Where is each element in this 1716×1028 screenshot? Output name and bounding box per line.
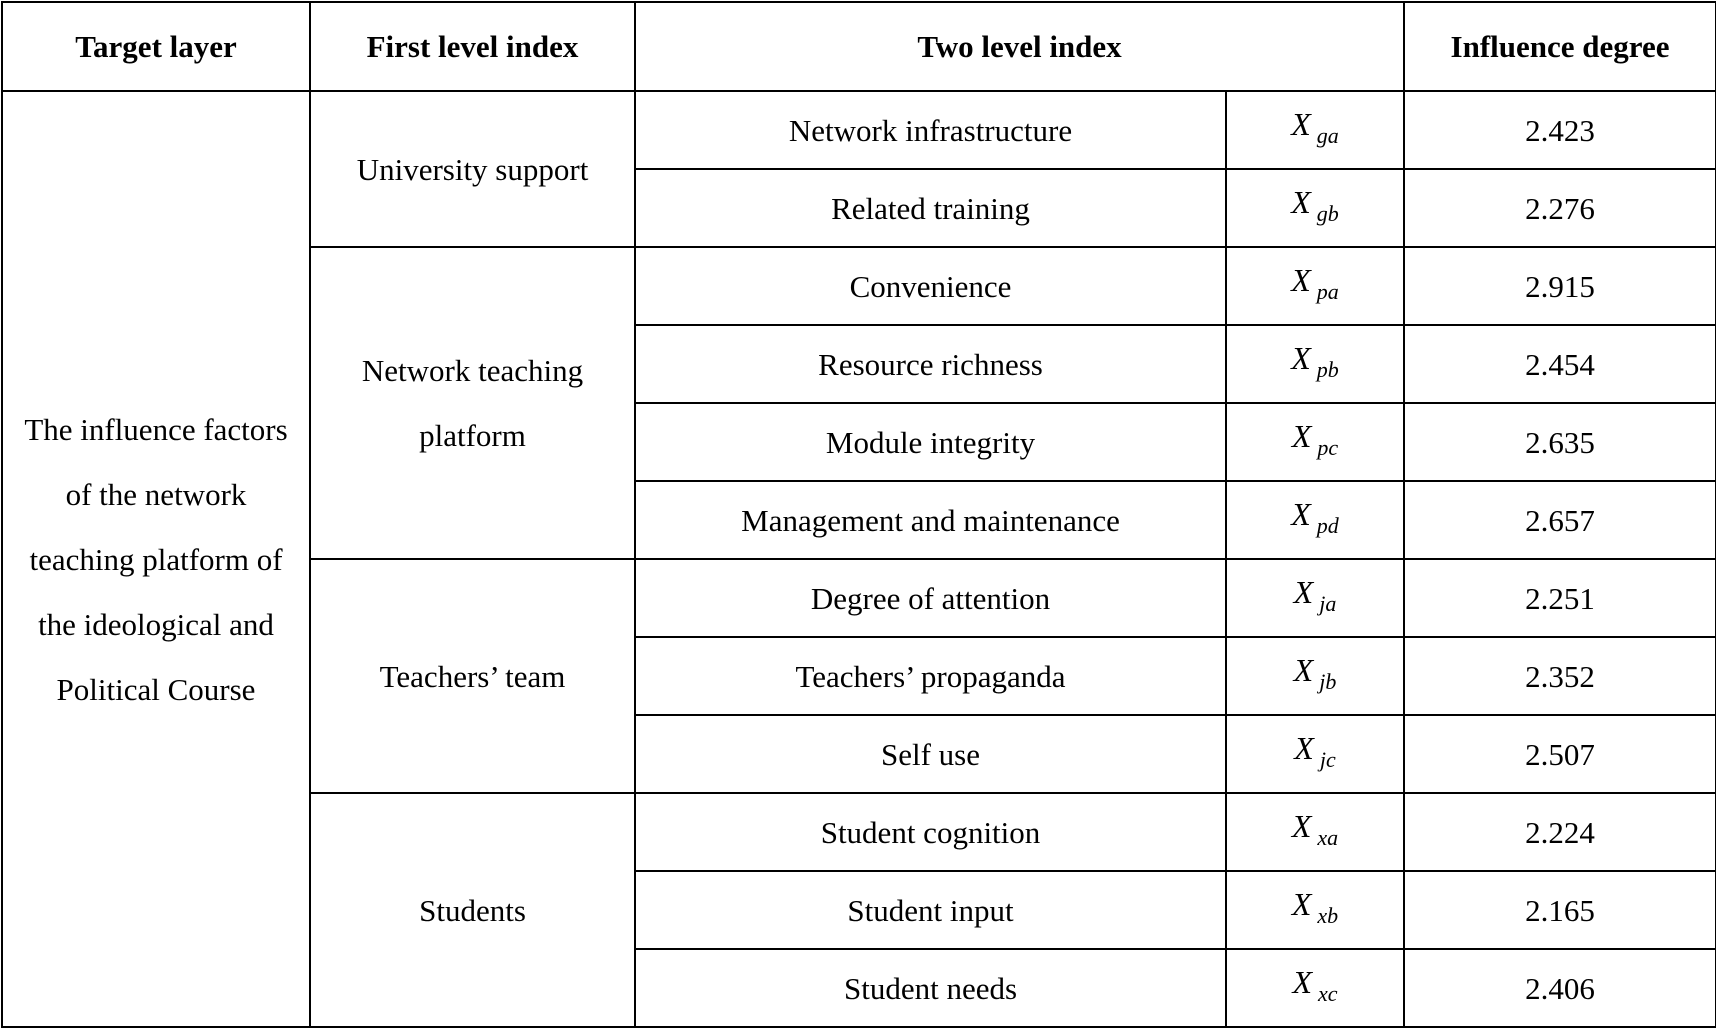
influence-degree-cell: 2.165 xyxy=(1404,871,1716,949)
index-symbol-subscript: ja xyxy=(1319,591,1337,616)
index-symbol-letter: X xyxy=(1293,574,1314,610)
two-level-index-cell: Student needs xyxy=(635,949,1226,1027)
table-row xyxy=(2,91,1716,169)
index-symbol-cell xyxy=(1226,325,1404,403)
index-symbol-cell xyxy=(1226,169,1404,247)
influence-factors-table xyxy=(1,1,1716,1028)
two-level-index-cell: Convenience xyxy=(635,247,1226,325)
index-symbol-letter: X xyxy=(1294,730,1314,766)
index-symbol-cell xyxy=(1226,247,1404,325)
two-level-index-cell: Student input xyxy=(635,871,1226,949)
two-level-index-cell: Degree of attention xyxy=(635,559,1226,637)
index-symbol-subscript: jb xyxy=(1319,669,1337,694)
index-symbol-cell xyxy=(1226,637,1404,715)
index-symbol xyxy=(1291,886,1339,928)
two-level-index-cell: Related training xyxy=(635,169,1226,247)
index-symbol xyxy=(1294,730,1336,772)
influence-degree-cell: 2.507 xyxy=(1404,715,1716,793)
influence-degree-cell: 2.276 xyxy=(1404,169,1716,247)
influence-degree-cell: 2.352 xyxy=(1404,637,1716,715)
index-symbol-letter: X xyxy=(1291,262,1311,298)
index-symbol-letter: X xyxy=(1291,418,1312,454)
influence-degree-cell: 2.454 xyxy=(1404,325,1716,403)
two-level-index-cell: Teachers’ propaganda xyxy=(635,637,1226,715)
header-target-layer: Target layer xyxy=(2,2,310,91)
two-level-index-cell: Network infrastructure xyxy=(635,91,1226,169)
influence-degree-cell: 2.657 xyxy=(1404,481,1716,559)
table-body xyxy=(2,91,1716,1027)
index-symbol-letter: X xyxy=(1291,886,1312,922)
index-symbol-letter: X xyxy=(1291,496,1311,532)
index-symbol xyxy=(1292,964,1338,1006)
influence-degree-cell: 2.423 xyxy=(1404,91,1716,169)
first-level-index-cell: Network teaching platform xyxy=(310,247,635,559)
two-level-index-cell: Module integrity xyxy=(635,403,1226,481)
index-symbol-subscript: pc xyxy=(1317,435,1339,460)
index-symbol-cell xyxy=(1226,871,1404,949)
index-symbol-subscript: xb xyxy=(1317,903,1339,928)
index-symbol-letter: X xyxy=(1292,964,1312,1000)
first-level-index-cell: Students xyxy=(310,793,635,1027)
target-layer-cell: The influence factors of the network teaching platform of the ideological and Political Course xyxy=(2,91,310,1027)
index-symbol-letter: X xyxy=(1291,106,1311,142)
index-symbol-subscript: pa xyxy=(1316,279,1339,304)
first-level-index-cell: Teachers’ team xyxy=(310,559,635,793)
influence-degree-cell: 2.406 xyxy=(1404,949,1716,1027)
first-level-index-cell: University support xyxy=(310,91,635,247)
index-symbol xyxy=(1293,652,1337,694)
index-symbol-subscript: ga xyxy=(1316,123,1339,148)
index-symbol xyxy=(1293,574,1337,616)
index-symbol-cell xyxy=(1226,715,1404,793)
index-symbol-letter: X xyxy=(1291,184,1311,220)
two-level-index-cell: Self use xyxy=(635,715,1226,793)
index-symbol-letter: X xyxy=(1291,340,1311,376)
index-symbol-subscript: pb xyxy=(1316,357,1339,382)
influence-degree-cell: 2.251 xyxy=(1404,559,1716,637)
index-symbol xyxy=(1291,106,1339,148)
index-symbol-letter: X xyxy=(1293,652,1314,688)
index-symbol-subscript: jc xyxy=(1319,747,1336,772)
index-symbol-subscript: pd xyxy=(1316,513,1339,538)
index-symbol-cell xyxy=(1226,793,1404,871)
index-symbol-cell xyxy=(1226,481,1404,559)
two-level-index-cell: Resource richness xyxy=(635,325,1226,403)
influence-degree-cell: 2.915 xyxy=(1404,247,1716,325)
index-symbol-letter: X xyxy=(1291,808,1312,844)
influence-degree-cell: 2.635 xyxy=(1404,403,1716,481)
index-symbol xyxy=(1291,808,1339,850)
index-symbol xyxy=(1291,262,1339,304)
two-level-index-cell: Management and maintenance xyxy=(635,481,1226,559)
two-level-index-cell: Student cognition xyxy=(635,793,1226,871)
index-symbol-cell xyxy=(1226,91,1404,169)
index-symbol xyxy=(1291,496,1339,538)
header-influence-degree: Influence degree xyxy=(1404,2,1716,91)
header-two-level-index: Two level index xyxy=(635,2,1404,91)
index-symbol-cell xyxy=(1226,949,1404,1027)
header-first-level-index: First level index xyxy=(310,2,635,91)
index-symbol xyxy=(1291,418,1339,460)
index-symbol-subscript: gb xyxy=(1316,201,1339,226)
index-symbol-cell xyxy=(1226,403,1404,481)
index-symbol xyxy=(1291,184,1339,226)
index-symbol xyxy=(1291,340,1339,382)
influence-degree-cell: 2.224 xyxy=(1404,793,1716,871)
header-row xyxy=(2,2,1716,91)
index-symbol-subscript: xa xyxy=(1317,825,1339,850)
index-symbol-subscript: xc xyxy=(1318,981,1338,1006)
index-symbol-cell xyxy=(1226,559,1404,637)
